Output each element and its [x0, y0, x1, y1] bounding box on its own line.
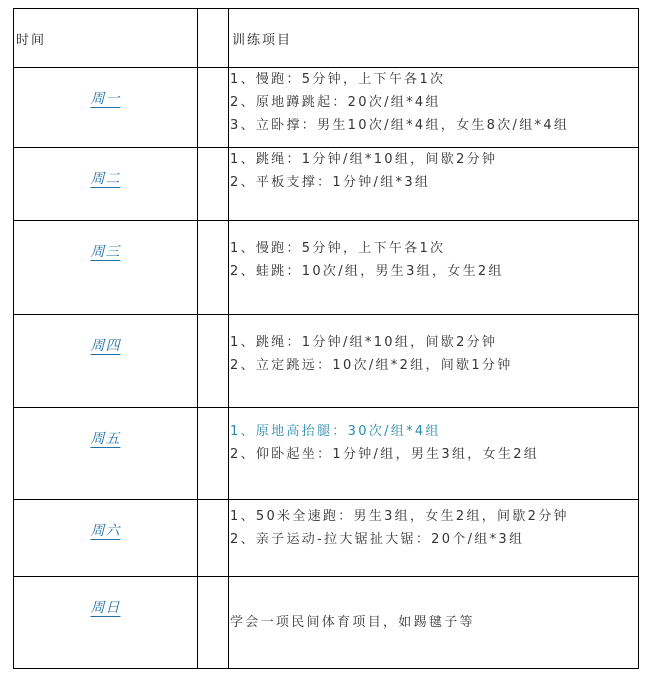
day-cell	[14, 408, 198, 500]
day-link-mon[interactable]: 周一	[90, 91, 121, 107]
schedule-row-mon	[14, 68, 639, 148]
plan-line: 1、慢跑：5分钟，上下午各1次	[230, 72, 446, 87]
spacer-cell	[198, 68, 229, 148]
plan-cell	[229, 315, 639, 408]
day-cell	[14, 148, 198, 221]
schedule-row-thu	[14, 315, 639, 408]
day-link-sun[interactable]: 周日	[90, 600, 121, 616]
spacer-cell	[198, 148, 229, 221]
header-items: 训练项目	[229, 9, 639, 68]
header-row	[14, 9, 639, 68]
plan-cell	[229, 500, 639, 577]
plan-line: 2、平板支撑：1分钟/组*3组	[230, 175, 431, 190]
plan-line: 2、亲子运动-拉大锯扯大锯：20个/组*3组	[230, 532, 525, 547]
spacer-cell	[198, 408, 229, 500]
spacer-cell	[198, 221, 229, 315]
day-cell	[14, 577, 198, 669]
plan-cell	[229, 221, 639, 315]
day-link-wed[interactable]: 周三	[90, 244, 121, 260]
day-cell	[14, 315, 198, 408]
plan-line-highlighted: 1、原地高抬腿：30次/组*4组	[230, 424, 441, 439]
plan-line: 1、跳绳：1分钟/组*10组，间歇2分钟	[230, 335, 498, 350]
day-cell	[14, 500, 198, 577]
plan-cell	[229, 68, 639, 148]
plan-line: 1、跳绳：1分钟/组*10组，间歇2分钟	[230, 152, 498, 167]
day-link-thu[interactable]: 周四	[90, 338, 121, 354]
schedule-row-fri	[14, 408, 639, 500]
day-link-tue[interactable]: 周二	[90, 171, 121, 187]
day-link-fri[interactable]: 周五	[90, 431, 121, 447]
spacer-cell	[198, 577, 229, 669]
header-spacer	[198, 9, 229, 68]
header-time: 时间	[14, 9, 198, 68]
plan-cell	[229, 577, 639, 669]
schedule-row-wed	[14, 221, 639, 315]
day-cell	[14, 68, 198, 148]
spacer-cell	[198, 315, 229, 408]
plan-line: 3、立卧撑：男生10次/组*4组，女生8次/组*4组	[230, 118, 570, 133]
schedule-row-tue	[14, 148, 639, 221]
day-link-sat[interactable]: 周六	[90, 523, 121, 539]
plan-line: 1、慢跑：5分钟，上下午各1次	[230, 241, 446, 256]
plan-cell	[229, 148, 639, 221]
schedule-row-sat	[14, 500, 639, 577]
plan-line: 2、原地蹲跳起：20次/组*4组	[230, 95, 441, 110]
training-schedule-table	[13, 8, 639, 669]
day-cell	[14, 221, 198, 315]
plan-line: 2、仰卧起坐：1分钟/组，男生3组，女生2组	[230, 447, 540, 462]
plan-line: 学会一项民间体育项目，如踢毽子等	[230, 615, 475, 630]
spacer-cell	[198, 500, 229, 577]
plan-line: 2、立定跳远：10次/组*2组，间歇1分钟	[230, 358, 513, 373]
plan-line: 1、50米全速跑：男生3组，女生2组，间歇2分钟	[230, 509, 569, 524]
plan-line: 2、蛙跳：10次/组，男生3组，女生2组	[230, 264, 504, 279]
schedule-row-sun	[14, 577, 639, 669]
plan-cell	[229, 408, 639, 500]
